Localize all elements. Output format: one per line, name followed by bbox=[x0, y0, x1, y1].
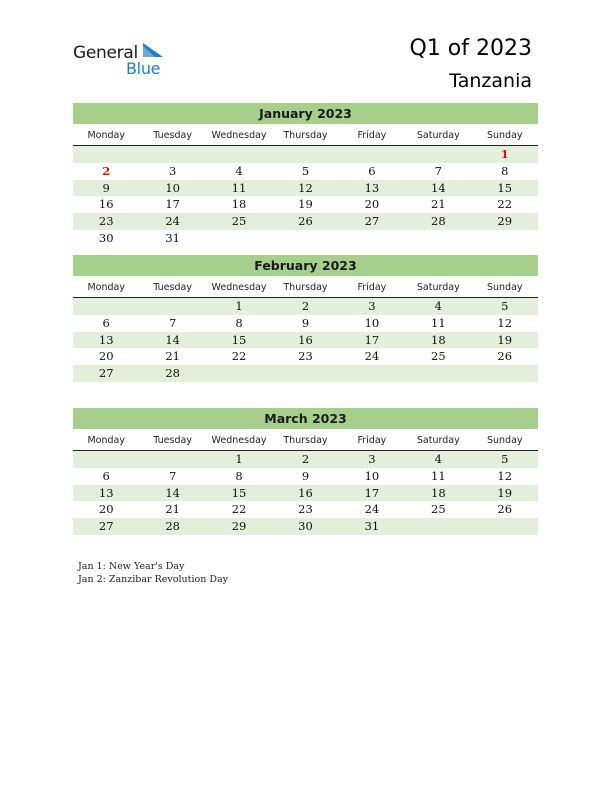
day-cell: 15 bbox=[231, 332, 247, 347]
day-cell: 28 bbox=[165, 519, 180, 534]
month-january bbox=[73, 103, 538, 247]
day-cell bbox=[472, 365, 538, 382]
month-march bbox=[73, 408, 538, 535]
day-cell: 22 bbox=[231, 502, 247, 517]
holiday-note: Jan 1: New Year's Day bbox=[78, 561, 185, 572]
day-cell bbox=[405, 230, 471, 247]
day-cell: 10 bbox=[364, 468, 380, 483]
day-cell: 5 bbox=[501, 452, 509, 466]
week-row bbox=[73, 315, 538, 332]
day-cell: 21 bbox=[165, 502, 180, 517]
day-cell bbox=[206, 146, 272, 163]
day-cell: 10 bbox=[165, 180, 180, 195]
day-cell bbox=[472, 518, 538, 535]
weekday-label: Saturday bbox=[416, 130, 460, 141]
day-cell: 28 bbox=[165, 366, 180, 381]
day-cell bbox=[339, 365, 405, 382]
holiday-day-cell: 1 bbox=[500, 147, 509, 161]
day-cell bbox=[405, 518, 471, 535]
day-cell: 10 bbox=[364, 315, 380, 330]
weekday-label: Monday bbox=[87, 282, 125, 293]
week-row bbox=[73, 451, 538, 468]
day-cell: 9 bbox=[301, 315, 310, 330]
day-cell: 14 bbox=[165, 485, 180, 500]
day-cell: 31 bbox=[165, 230, 180, 245]
weekday-label: Saturday bbox=[416, 282, 460, 293]
logo-text-general: General bbox=[73, 43, 138, 63]
weekday-label: Thursday bbox=[283, 282, 328, 293]
weekday-label: Thursday bbox=[283, 435, 328, 446]
weekday-label: Thursday bbox=[283, 130, 328, 141]
day-cell bbox=[139, 451, 205, 468]
month-header: February 2023 bbox=[73, 255, 538, 276]
day-cell: 1 bbox=[235, 299, 243, 313]
day-cell: 8 bbox=[235, 468, 243, 483]
day-cell: 30 bbox=[298, 519, 313, 534]
week-row bbox=[73, 468, 538, 485]
day-cell: 31 bbox=[364, 519, 380, 534]
day-cell: 19 bbox=[497, 485, 513, 500]
day-cell: 23 bbox=[298, 502, 313, 517]
day-cell: 5 bbox=[301, 163, 310, 178]
day-cell: 27 bbox=[98, 519, 114, 534]
logo-triangle-icon bbox=[141, 43, 163, 59]
weekday-row bbox=[73, 126, 538, 146]
weekday-label: Monday bbox=[87, 130, 125, 141]
day-cell bbox=[73, 298, 139, 315]
weekday-label: Sunday bbox=[486, 282, 523, 293]
day-cell: 24 bbox=[364, 349, 380, 364]
day-cell: 11 bbox=[431, 315, 446, 330]
day-cell: 3 bbox=[168, 163, 177, 178]
weekday-label: Wednesday bbox=[211, 130, 267, 141]
day-cell: 17 bbox=[364, 485, 380, 500]
week-row bbox=[73, 501, 538, 518]
weekday-label: Friday bbox=[357, 435, 387, 446]
day-cell: 23 bbox=[298, 349, 313, 364]
day-cell: 15 bbox=[231, 485, 247, 500]
day-cell bbox=[139, 146, 205, 163]
day-cell: 26 bbox=[298, 214, 313, 229]
weekday-label: Tuesday bbox=[153, 130, 192, 141]
day-cell bbox=[206, 230, 272, 247]
day-cell: 18 bbox=[431, 485, 446, 500]
day-cell: 24 bbox=[165, 214, 180, 229]
day-cell: 16 bbox=[98, 197, 114, 212]
week-row bbox=[73, 230, 538, 247]
day-cell: 23 bbox=[98, 214, 114, 229]
day-cell: 27 bbox=[364, 214, 380, 229]
day-cell: 20 bbox=[364, 197, 380, 212]
weekday-label: Friday bbox=[357, 282, 387, 293]
day-cell: 26 bbox=[497, 502, 513, 517]
day-cell: 9 bbox=[301, 468, 310, 483]
day-cell bbox=[272, 230, 338, 247]
day-cell: 25 bbox=[431, 502, 446, 517]
day-cell: 2 bbox=[301, 299, 310, 313]
day-cell: 6 bbox=[368, 163, 376, 178]
day-cell: 6 bbox=[102, 315, 110, 330]
day-cell: 15 bbox=[497, 180, 513, 195]
day-cell: 13 bbox=[98, 332, 114, 347]
day-cell: 21 bbox=[165, 349, 180, 364]
day-cell: 2 bbox=[301, 452, 310, 466]
day-cell: 17 bbox=[364, 332, 380, 347]
day-cell: 6 bbox=[102, 468, 110, 483]
day-cell: 22 bbox=[497, 197, 513, 212]
weekday-row bbox=[73, 278, 538, 298]
day-cell: 12 bbox=[298, 180, 313, 195]
day-cell bbox=[272, 146, 338, 163]
day-cell: 9 bbox=[102, 180, 110, 195]
day-cell bbox=[339, 230, 405, 247]
day-cell: 30 bbox=[98, 230, 114, 245]
day-cell: 4 bbox=[434, 299, 442, 313]
day-cell bbox=[405, 146, 471, 163]
day-cell: 28 bbox=[431, 214, 446, 229]
week-row bbox=[73, 332, 538, 349]
day-cell: 26 bbox=[497, 349, 513, 364]
weekday-row bbox=[73, 431, 538, 451]
month-february bbox=[73, 255, 538, 382]
holiday-notes bbox=[78, 560, 228, 586]
day-cell: 11 bbox=[231, 180, 247, 195]
week-row bbox=[73, 298, 538, 315]
day-cell: 3 bbox=[368, 299, 376, 313]
day-cell: 1 bbox=[235, 452, 243, 466]
day-cell: 17 bbox=[165, 197, 180, 212]
month-weeks bbox=[73, 146, 538, 247]
day-cell: 27 bbox=[98, 366, 114, 381]
day-cell: 16 bbox=[298, 485, 313, 500]
week-row bbox=[73, 213, 538, 230]
day-cell: 13 bbox=[98, 485, 114, 500]
day-cell bbox=[472, 230, 538, 247]
day-cell: 13 bbox=[364, 180, 380, 195]
week-row bbox=[73, 196, 538, 213]
day-cell: 4 bbox=[434, 452, 442, 466]
day-cell bbox=[339, 146, 405, 163]
holiday-day-cell: 2 bbox=[102, 163, 111, 178]
day-cell: 7 bbox=[168, 468, 177, 483]
holiday-note: Jan 2: Zanzibar Revolution Day bbox=[78, 574, 228, 585]
day-cell bbox=[139, 298, 205, 315]
day-cell bbox=[405, 365, 471, 382]
day-cell: 12 bbox=[497, 315, 513, 330]
day-cell: 19 bbox=[497, 332, 513, 347]
day-cell: 11 bbox=[431, 468, 446, 483]
day-cell: 29 bbox=[497, 214, 513, 229]
weekday-label: Sunday bbox=[486, 130, 523, 141]
week-row bbox=[73, 348, 538, 365]
day-cell: 14 bbox=[165, 332, 180, 347]
day-cell: 5 bbox=[501, 299, 509, 313]
day-cell: 25 bbox=[431, 349, 446, 364]
day-cell: 18 bbox=[431, 332, 446, 347]
day-cell: 29 bbox=[231, 519, 247, 534]
month-weeks bbox=[73, 451, 538, 535]
weekday-label: Tuesday bbox=[153, 435, 192, 446]
day-cell bbox=[206, 365, 272, 382]
day-cell bbox=[272, 365, 338, 382]
weekday-label: Saturday bbox=[416, 435, 460, 446]
day-cell: 22 bbox=[231, 349, 247, 364]
weekday-label: Tuesday bbox=[153, 282, 192, 293]
month-weeks bbox=[73, 298, 538, 382]
week-row bbox=[73, 180, 538, 197]
day-cell bbox=[73, 451, 139, 468]
weekday-label: Friday bbox=[357, 130, 387, 141]
day-cell: 20 bbox=[98, 502, 114, 517]
month-header: March 2023 bbox=[73, 408, 538, 429]
day-cell: 8 bbox=[501, 163, 509, 178]
logo bbox=[73, 40, 183, 80]
week-row bbox=[73, 485, 538, 502]
weekday-label: Sunday bbox=[486, 435, 523, 446]
day-cell bbox=[73, 146, 139, 163]
day-cell: 21 bbox=[431, 197, 446, 212]
logo-text-blue: Blue bbox=[126, 59, 161, 78]
day-cell: 7 bbox=[434, 163, 442, 178]
week-row bbox=[73, 365, 538, 382]
day-cell: 8 bbox=[235, 315, 243, 330]
quarter-title: Q1 of 2023 bbox=[409, 36, 532, 61]
country-title: Tanzania bbox=[449, 70, 532, 92]
day-cell: 14 bbox=[431, 180, 446, 195]
day-cell: 12 bbox=[497, 468, 513, 483]
day-cell: 19 bbox=[298, 197, 313, 212]
day-cell: 3 bbox=[368, 452, 376, 466]
week-row bbox=[73, 146, 538, 163]
day-cell: 20 bbox=[98, 349, 114, 364]
weekday-label: Wednesday bbox=[211, 435, 267, 446]
day-cell: 25 bbox=[231, 214, 247, 229]
day-cell: 7 bbox=[168, 315, 177, 330]
weekday-label: Monday bbox=[87, 435, 125, 446]
week-row bbox=[73, 163, 538, 180]
day-cell: 16 bbox=[298, 332, 313, 347]
day-cell: 18 bbox=[231, 197, 247, 212]
month-header: January 2023 bbox=[73, 103, 538, 124]
weekday-label: Wednesday bbox=[211, 282, 267, 293]
day-cell: 24 bbox=[364, 502, 380, 517]
week-row bbox=[73, 518, 538, 535]
day-cell: 4 bbox=[235, 163, 243, 178]
